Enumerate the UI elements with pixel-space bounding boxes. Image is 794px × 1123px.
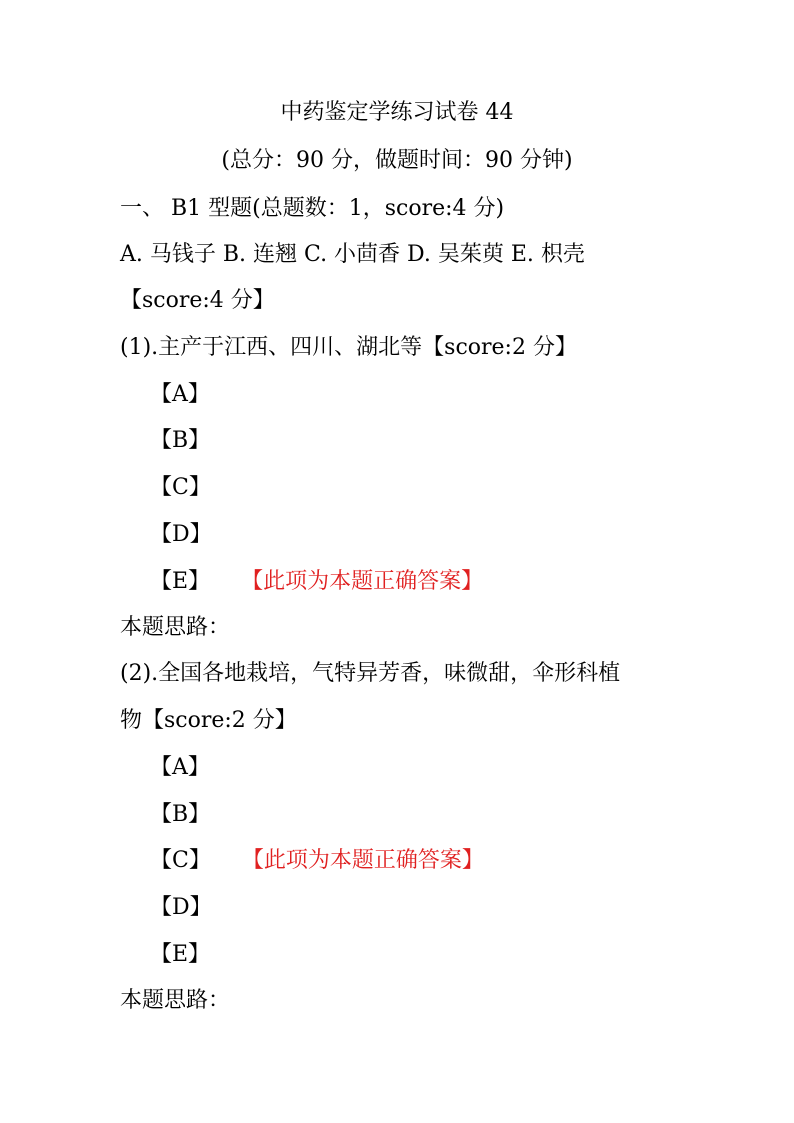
page-subtitle: (总分：90 分，做题时间：90 分钟) [221,148,573,173]
page-title: 中药鉴定学练习试卷 44 [280,100,514,125]
option-label: 【C】 [150,848,211,873]
option-label: 【E】 [150,569,211,594]
question-1-stem: (1).主产于江西、四川、湖北等【score:2 分】 [120,335,577,360]
group-score: 【score:4 分】 [120,288,275,313]
question-2-stem-line-1: (2).全国各地栽培，气特异芳香，味微甜，伞形科植 [120,661,621,686]
shared-options: A. 马钱子 B. 连翘 C. 小茴香 D. 吴茱萸 E. 枳壳 [120,242,585,267]
question-2-option-a: 【A】 [150,755,210,780]
question-1-option-d: 【D】 [150,522,212,547]
question-1-analysis-label: 本题思路： [120,615,231,640]
question-1-option-c: 【C】 [150,475,211,500]
question-2-option-d: 【D】 [150,895,212,920]
question-2-option-e: 【E】 [150,942,211,967]
correct-answer-marker: 【此项为本题正确答案】 [252,569,484,594]
question-1-option-e [150,567,483,597]
question-2-option-b: 【B】 [150,802,211,827]
correct-answer-marker: 【此项为本题正确答案】 [252,848,484,873]
question-1-option-b: 【B】 [150,428,211,453]
question-2-analysis-label: 本题思路： [120,988,231,1013]
question-1-option-a: 【A】 [150,382,210,407]
question-2-stem-line-2: 物【score:2 分】 [120,708,297,733]
section-heading: 一、 B1 型题(总题数：1，score:4 分) [120,196,505,221]
question-2-option-c [150,846,484,876]
